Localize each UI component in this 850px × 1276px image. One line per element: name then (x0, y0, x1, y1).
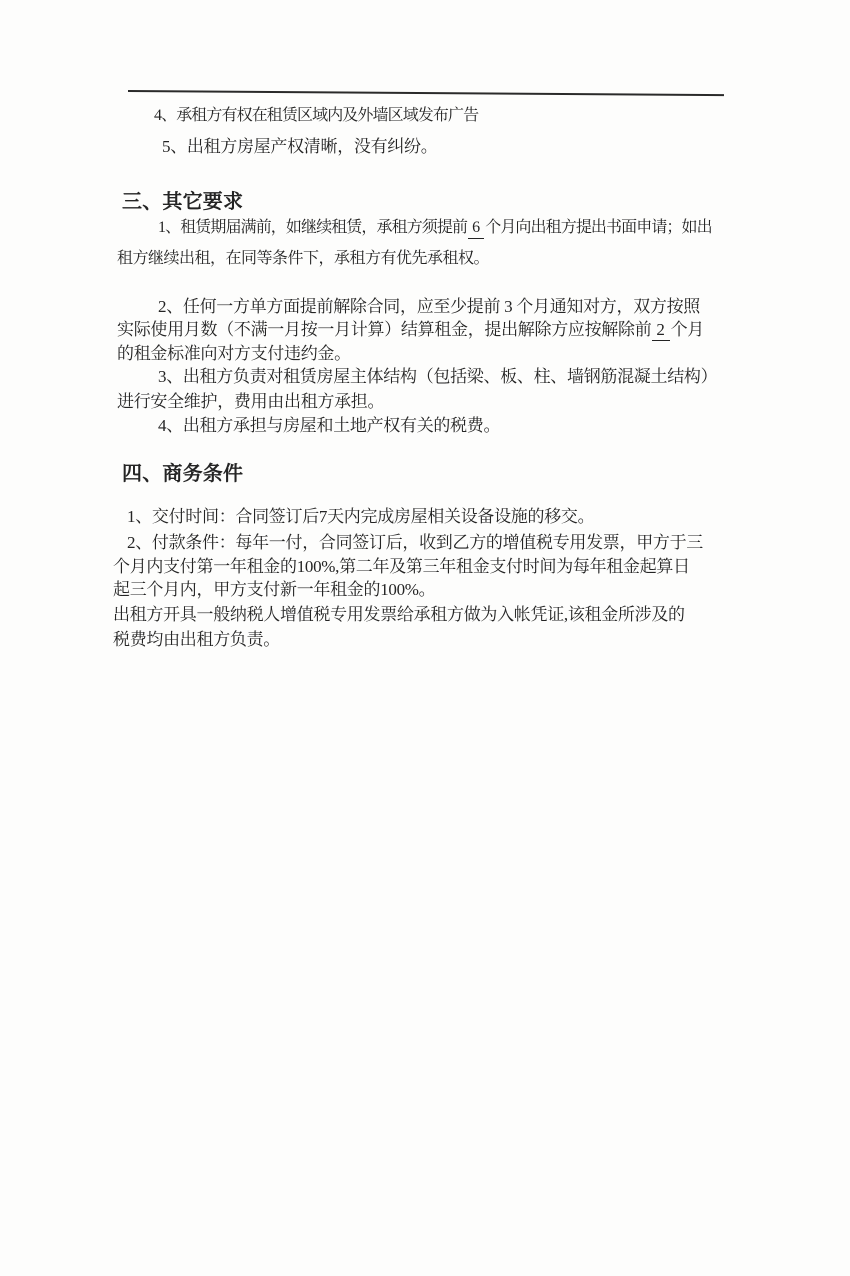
underlined-penalty-months: 2 (652, 321, 669, 341)
section-commercial-terms-heading: 四、商务条件 (122, 463, 244, 485)
clause-renewal-line2: 租方继续出租，在同等条件下，承租方有优先承租权。 (117, 250, 490, 267)
clause-termination-line2 (117, 320, 704, 341)
clause-payment-terms-line3: 起三个月内，甲方支付新一年租金的100%。 (113, 580, 436, 599)
clause-delivery-time: 1、交付时间：合同签订后7天内完成房屋相关设备设施的移交。 (127, 507, 595, 526)
clause-taxes: 4、出租方承担与房屋和土地产权有关的税费。 (158, 416, 501, 435)
clause-advertising-rights: 4、承租方有权在租赁区域内及外墙区域发布广告 (154, 107, 479, 124)
clause-invoice-line1: 出租方开具一般纳税人增值税专用发票给承租方做为入帐凭证,该租金所涉及的 (113, 605, 685, 624)
header-rule (128, 90, 724, 96)
underlined-renewal-months: 6 (468, 219, 484, 239)
clause-structure-maintenance-line2: 进行安全维护，费用由出租方承担。 (117, 392, 385, 411)
section-other-requirements-heading: 三、其它要求 (122, 191, 244, 213)
clause-property-rights: 5、出租方房屋产权清晰，没有纠纷。 (162, 137, 438, 156)
clause-renewal-line1-after: 个月向出租方提出书面申请；如出 (485, 219, 712, 236)
clause-invoice-line2: 税费均由出租方负责。 (113, 630, 280, 649)
clause-termination-line3: 的租金标准向对方支付违约金。 (117, 344, 351, 363)
clause-renewal-line1 (158, 218, 712, 239)
clause-structure-maintenance-line1: 3、出租方负责对租赁房屋主体结构（包括梁、板、柱、墙钢筋混凝土结构） (158, 367, 718, 386)
clause-payment-terms-line1: 2、付款条件：每年一付，合同签订后，收到乙方的增值税专用发票，甲方于三 (127, 533, 703, 552)
clause-termination-line2-after: 个月 (670, 320, 705, 339)
clause-termination-line2-before: 实际使用月数（不满一月按一月计算）结算租金，提出解除方应按解除前 (117, 320, 652, 339)
clause-termination-line1: 2、任何一方单方面提前解除合同，应至少提前 3 个月通知对方，双方按照 (158, 297, 700, 316)
clause-renewal-line1-before: 1、租赁期届满前，如继续租赁，承租方须提前 (158, 219, 468, 236)
clause-payment-terms-line2: 个月内支付第一年租金的100%,第二年及第三年租金支付时间为每年租金起算日 (113, 557, 690, 576)
